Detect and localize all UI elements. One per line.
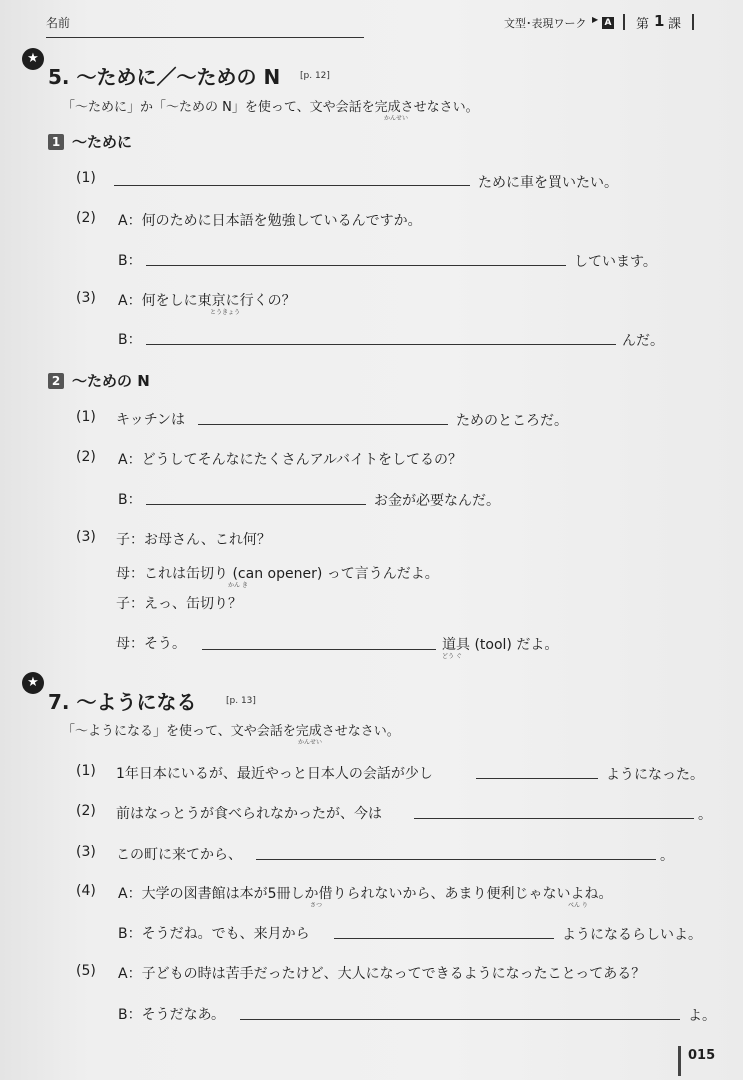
lesson-number: 1 bbox=[654, 12, 665, 30]
section-title: 5. ～ために／～ための N bbox=[48, 65, 281, 89]
answer-blank[interactable] bbox=[146, 504, 366, 505]
answer-blank[interactable] bbox=[146, 344, 616, 345]
answer-blank[interactable] bbox=[334, 938, 554, 939]
answer-blank[interactable] bbox=[476, 778, 598, 779]
speaker-label: B：そうだなあ。 bbox=[118, 1007, 226, 1023]
part-title: ～ために bbox=[72, 133, 133, 151]
dialogue-line: A：何のために日本語を勉強しているんですか。 bbox=[118, 213, 422, 229]
question-text: お金が必要なんだ。 bbox=[374, 493, 500, 509]
star-icon: ★ bbox=[22, 48, 44, 70]
question-text: ために車を買いたい。 bbox=[478, 175, 618, 191]
dialogue-line: 母：これは缶切り (can opener) って言うんだよ。 bbox=[116, 566, 439, 582]
answer-blank[interactable] bbox=[198, 424, 448, 425]
section-title: 7. ～ようになる bbox=[48, 690, 197, 714]
dialogue-line: A：子どもの時は苦手だったけど、大人になってできるようになったことってある？ bbox=[118, 966, 646, 982]
name-label: 名前 bbox=[46, 16, 71, 30]
question-text: キッチンは bbox=[116, 412, 186, 428]
furigana: さつ bbox=[310, 902, 323, 909]
question-text: ためのところだ。 bbox=[456, 413, 568, 429]
divider bbox=[623, 14, 625, 30]
answer-blank[interactable] bbox=[146, 265, 566, 266]
dialogue-line: A：大学の図書館は本が5冊しか借りられないから、あまり便利じゃないよね。 bbox=[118, 886, 613, 902]
question-text: ようになった。 bbox=[606, 767, 704, 783]
question-number: (1) bbox=[76, 763, 96, 779]
furigana: とうきょう bbox=[210, 309, 241, 316]
page-ref: [p. 12] bbox=[300, 71, 330, 81]
question-number: (2) bbox=[76, 210, 96, 226]
question-number: (1) bbox=[76, 170, 96, 186]
question-number: (3) bbox=[76, 290, 96, 306]
question-number: (4) bbox=[76, 883, 96, 899]
dialogue-line: A：何をしに東京に行くの？ bbox=[118, 293, 296, 309]
question-text: しています。 bbox=[574, 254, 657, 270]
name-underline bbox=[46, 37, 364, 38]
speaker-label: 母：そう。 bbox=[116, 636, 186, 652]
furigana: かん き bbox=[228, 582, 248, 589]
question-text: 道具 (tool) だよ。 bbox=[442, 637, 559, 653]
question-number: (3) bbox=[76, 844, 96, 860]
star-icon: ★ bbox=[22, 672, 44, 694]
furigana: かんせい bbox=[298, 739, 323, 746]
dialogue-line: A：どうしてそんなにたくさんアルバイトをしてるの？ bbox=[118, 452, 463, 468]
furigana: どう ぐ bbox=[442, 653, 462, 660]
question-text: 。 bbox=[660, 848, 674, 864]
lesson-prefix: 第 bbox=[636, 17, 650, 32]
page-number: 015 bbox=[688, 1048, 716, 1063]
speaker-label: B： bbox=[118, 492, 142, 508]
question-number: (3) bbox=[76, 529, 96, 545]
speaker-label: B： bbox=[118, 332, 142, 348]
page-number-bar bbox=[678, 1046, 681, 1076]
question-number: (2) bbox=[76, 449, 96, 465]
part-number-badge: 2 bbox=[48, 373, 64, 389]
answer-blank[interactable] bbox=[414, 818, 694, 819]
lesson-suffix: 課 bbox=[668, 17, 682, 32]
furigana: かんせい bbox=[384, 115, 409, 122]
question-number: (1) bbox=[76, 409, 96, 425]
answer-blank[interactable] bbox=[202, 649, 436, 650]
workbook-title: 文型･表現ワーク bbox=[504, 17, 587, 30]
question-text: この町に来てから、 bbox=[116, 847, 242, 863]
question-number: (2) bbox=[76, 803, 96, 819]
speaker-label: B：そうだね。でも、来月から bbox=[118, 926, 310, 942]
part-number-badge: 1 bbox=[48, 134, 64, 150]
instruction: 「～ために」か「～ための N」を使って、文や会話を完成させなさい。 bbox=[62, 100, 479, 115]
question-text: んだ。 bbox=[622, 333, 664, 349]
question-number: (5) bbox=[76, 963, 96, 979]
level-badge: A bbox=[602, 17, 614, 29]
question-text: 1年日本にいるが、最近やっと日本人の会話が少し bbox=[116, 766, 433, 782]
dialogue-line: 子：お母さん、これ何？ bbox=[116, 532, 271, 548]
question-text: ようになるらしいよ。 bbox=[562, 927, 702, 943]
answer-blank[interactable] bbox=[256, 859, 656, 860]
part-title: ～ための N bbox=[72, 372, 150, 390]
speaker-label: B： bbox=[118, 253, 142, 269]
question-text: 。 bbox=[698, 807, 712, 823]
page-ref: [p. 13] bbox=[226, 696, 256, 706]
answer-blank[interactable] bbox=[240, 1019, 680, 1020]
divider bbox=[692, 14, 694, 30]
dialogue-line: 子：えっ、缶切り？ bbox=[116, 596, 242, 612]
answer-blank[interactable] bbox=[114, 185, 470, 186]
question-text: 前はなっとうが食べられなかったが、今は bbox=[116, 806, 382, 822]
instruction: 「～ようになる」を使って、文や会話を完成させなさい。 bbox=[62, 724, 400, 739]
question-text: よ。 bbox=[688, 1008, 716, 1024]
triangle-icon: ▶ bbox=[592, 15, 599, 24]
furigana: べん り bbox=[568, 902, 588, 909]
